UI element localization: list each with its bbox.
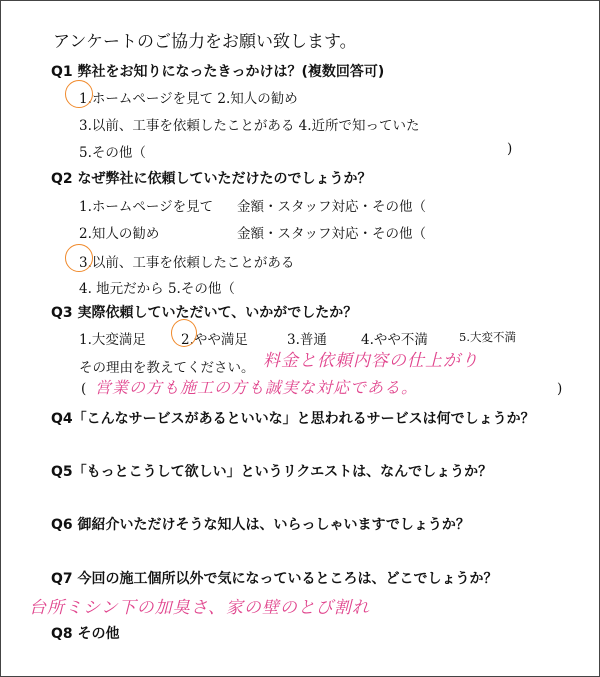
q7-heading: Q7 今回の施工個所以外で気になっているところは、どこでしょうか？ — [51, 571, 498, 587]
q1-heading: Q1 弊社をお知りになったきっかけは？(複数回答可) — [51, 64, 385, 80]
q2-option-2: 2.知人の勧め — [79, 226, 160, 242]
q3-rating-1: 1.大変満足 — [79, 332, 146, 348]
q2-option-3: 3.以前、工事を依頼したことがある — [79, 255, 295, 271]
q7-handwritten-answer: 台所ミシン下の加臭さ、家の壁のとび割れ — [29, 598, 370, 618]
q2-option-1: 1.ホームページを見て — [79, 199, 214, 215]
q3-answer-circle — [171, 319, 197, 347]
q3-rating-3: 3.普通 — [287, 332, 327, 348]
q2-answer-circle — [65, 244, 93, 272]
q3-handwritten-answer-1: 料金と依頼内容の仕上がり — [263, 351, 479, 371]
q1-other-close: ) — [507, 141, 513, 157]
q2-heading: Q2 なぜ弊社に依頼していただけたのでしょうか？ — [51, 171, 372, 187]
q3-heading: Q3 実際依頼していただいて、いかがでしたか？ — [51, 305, 358, 321]
q3-rating-4: 4.やや不満 — [361, 332, 428, 348]
q2-option-1-reason: 金額・スタッフ対応・その他（ — [237, 199, 426, 215]
q3-reason-prompt: その理由を教えてください。 — [79, 360, 255, 376]
page-title: アンケートのご協力をお願い致します。 — [53, 32, 357, 52]
q1-options-line1: 1.ホームページを見て 2.知人の勧め — [79, 91, 298, 107]
q1-other-option: 5.その他（ — [79, 145, 146, 161]
q3-rating-5: 5.大変不満 — [459, 330, 516, 344]
q3-reason-close-paren: ) — [557, 381, 563, 397]
q2-option-4-5: 4. 地元だから 5.その他（ — [79, 281, 235, 297]
q5-heading: Q5「もっとこうして欲しい」というリクエストは、なんでしょうか？ — [51, 464, 493, 480]
q2-option-2-reason: 金額・スタッフ対応・その他（ — [237, 226, 426, 242]
q3-rating-2: 2.やや満足 — [181, 332, 248, 348]
q3-reason-open-paren: ( — [81, 381, 87, 397]
q6-heading: Q6 御紹介いただけそうな知人は、いらっしゃいますでしょうか？ — [51, 517, 470, 533]
q1-options-line2: 3.以前、工事を依頼したことがある 4.近所で知っていた — [79, 118, 420, 134]
q8-heading: Q8 その他 — [51, 626, 120, 642]
q1-answer-circle — [65, 80, 93, 108]
q4-heading: Q4「こんなサービスがあるといいな」と思われるサービスは何でしょうか？ — [51, 411, 535, 427]
q3-handwritten-answer-2: 営業の方も施工の方も誠実な対応である。 — [95, 378, 419, 397]
